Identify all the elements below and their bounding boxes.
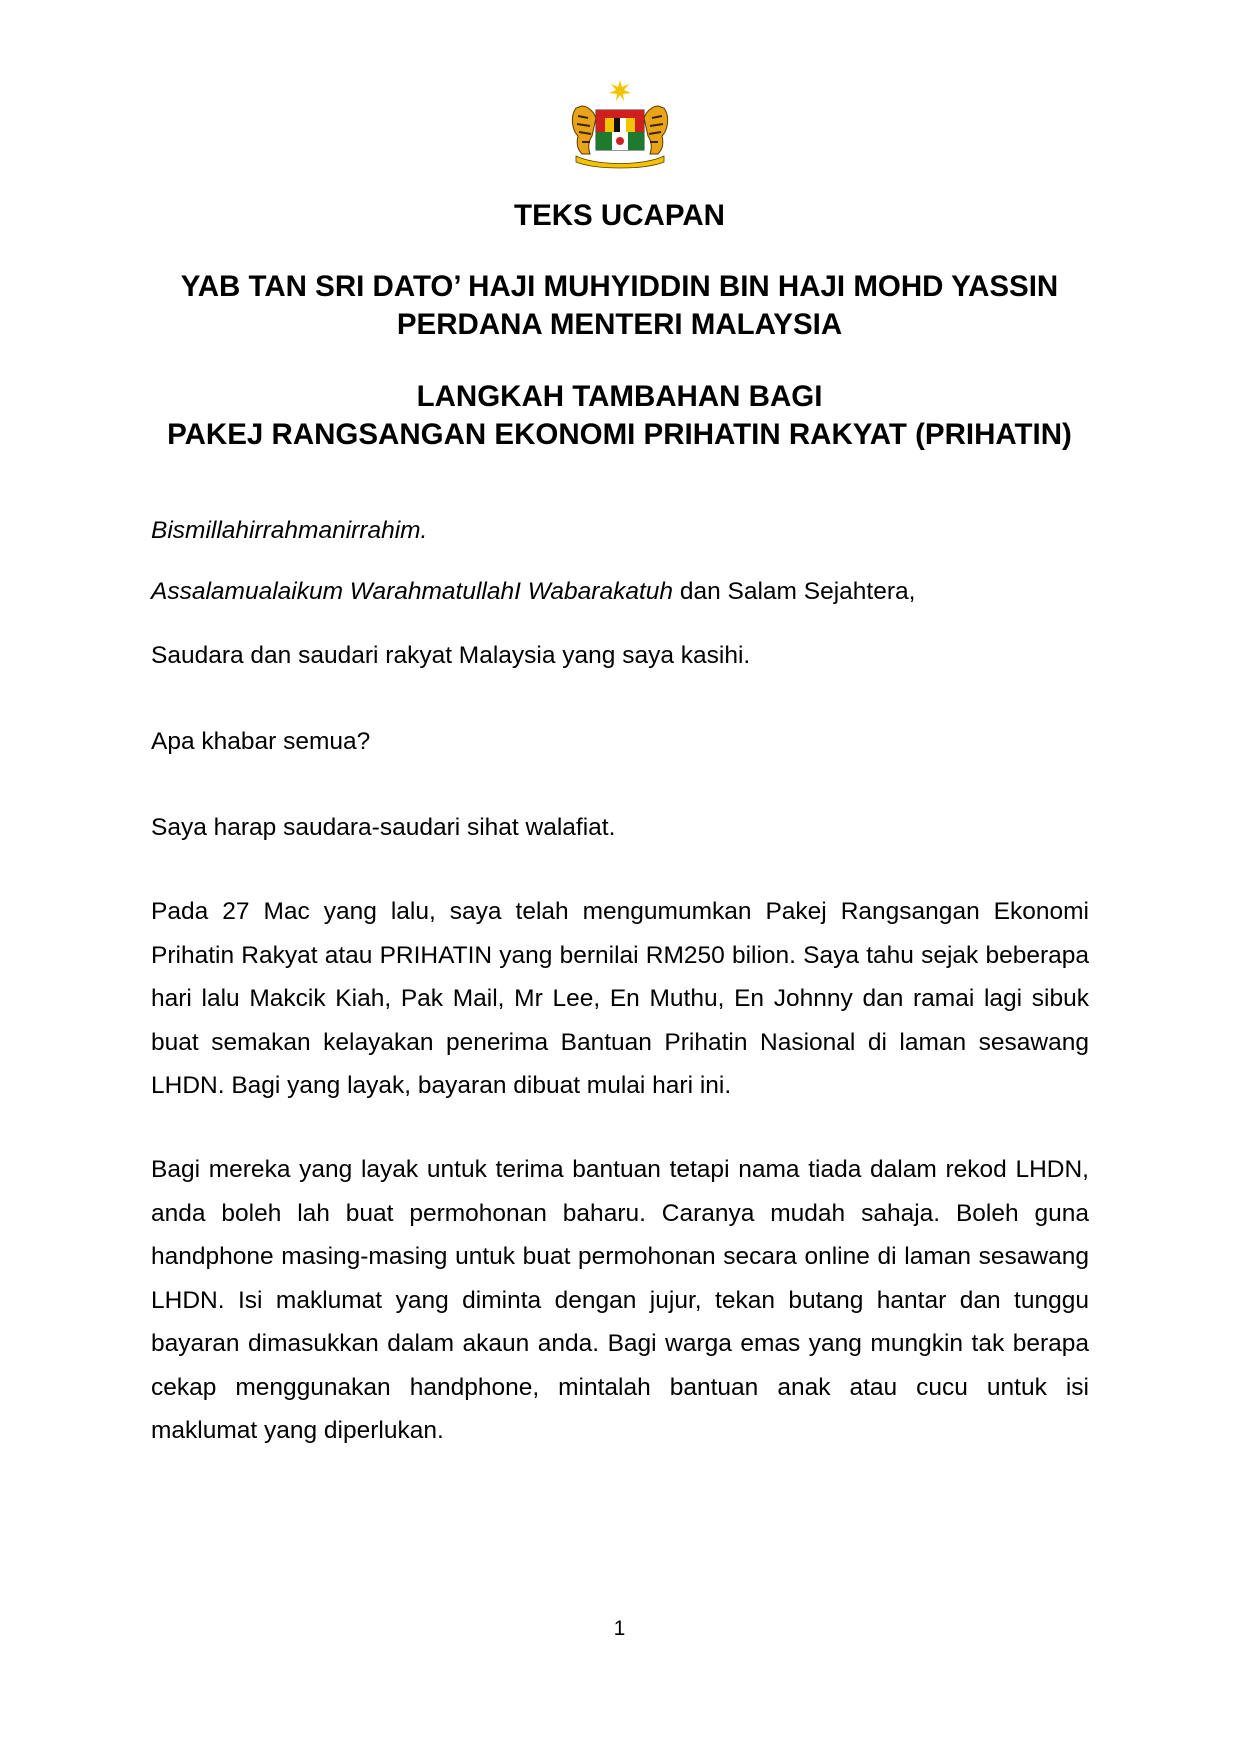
page-number: 1 [613,1617,626,1640]
speech-topic-line-2: PAKEJ RANGSANGAN EKONOMI PRIHATIN RAKYAT (PRIHATIN) [167,418,1072,451]
greeting-plain: dan Salam Sejahtera, [673,578,916,605]
paragraph: Apa khabar semua? [151,728,371,755]
speech-topic-line-1: LANGKAH TAMBAHAN BAGI [416,380,823,413]
speaker-position: PERDANA MENTERI MALAYSIA [396,308,843,341]
opening-line: Bismillahirrahmanirrahim. [151,517,428,544]
paragraph: Bagi mereka yang layak untuk terima bantuan tetapi nama tiada dalam rekod LHDN, anda boleh lah buat permohonan baharu. Caranya mudah sahaja. Boleh guna handphone masing-masing untuk buat permohonan secara online di laman sesawang LHDN. Isi maklumat yang diminta dengan jujur, tekan butang hantar dan tunggu bayaran dimasukkan dalam akaun anda. Bagi warga emas yang mungkin tak berapa cekap menggunakan handphone, mintalah bantuan anak atau cucu untuk isi maklumat yang diperlukan. [151,1156,1089,1444]
greeting-italic: Assalamualaikum WarahmatullahI Wabarakatuh [151,578,674,605]
speaker-name: YAB TAN SRI DATO’ HAJI MUHYIDDIN BIN HAJI MOHD YASSIN [180,270,1059,303]
malaysia-coat-of-arms-icon [566,78,674,170]
greeting-line [151,570,1089,614]
speaker-block [0,268,1239,344]
paragraph: Saya harap saudara-saudari sihat walafiat. [151,814,616,841]
paragraph: Saudara dan saudari rakyat Malaysia yang saya kasihi. [151,642,751,669]
paragraph: Pada 27 Mac yang lalu, saya telah mengumumkan Pakej Rangsangan Ekonomi Prihatin Rakyat atau PRIHATIN yang bernilai RM250 bilion. Saya tahu sejak beberapa hari lalu Makcik Kiah, Pak Mail, Mr Lee, En Muthu, En Johnny dan ramai lagi sibuk buat semakan kelayakan penerima Bantuan Prihatin Nasional di laman sesawang LHDN. Bagi yang layak, bayaran dibuat mulai hari ini. [151,898,1089,1099]
speech-topic [0,378,1239,454]
document-title: TEKS UCAPAN [514,199,725,232]
